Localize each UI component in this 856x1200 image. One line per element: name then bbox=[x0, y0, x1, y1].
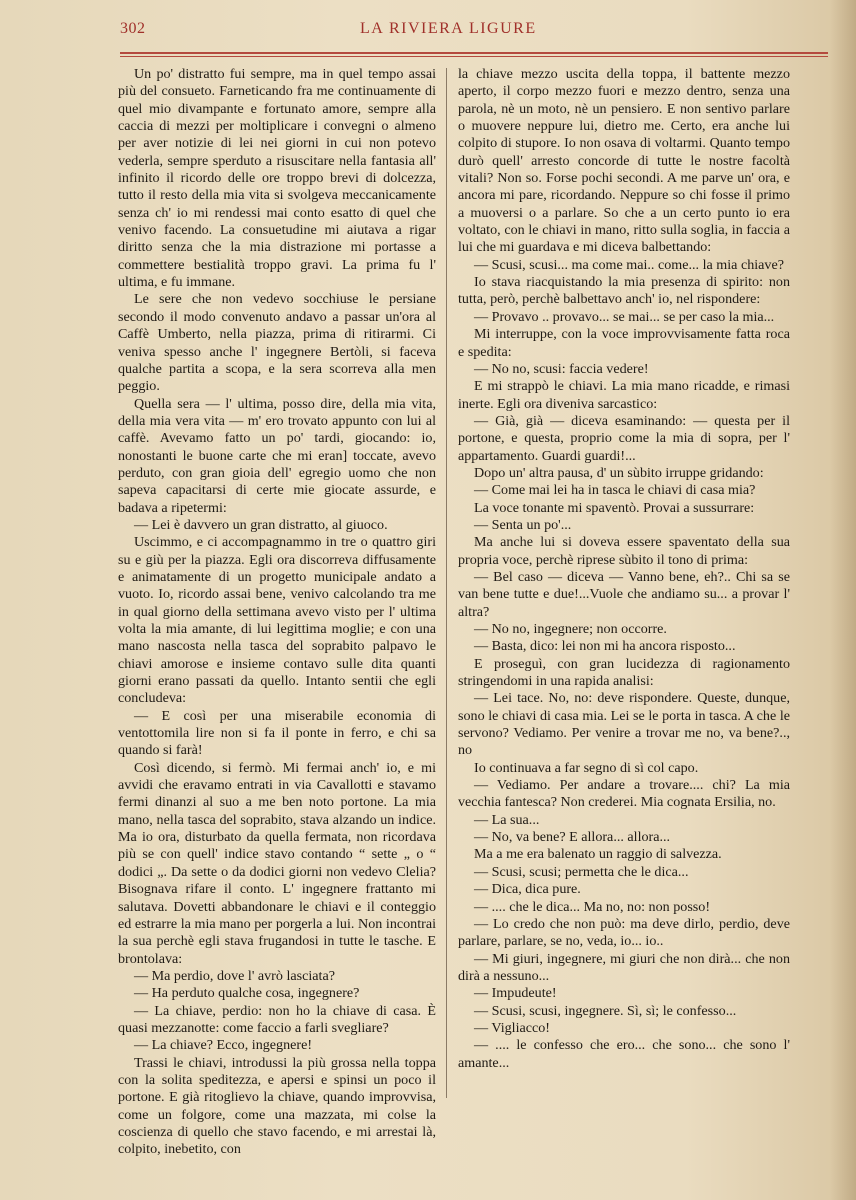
dialogue-line: — Bel caso — diceva — Vanno bene, eh?.. Chi sa se van bene tutte e due!...Vuole che andiamo su... a provar l' altra? bbox=[458, 568, 790, 620]
running-title: LA RIVIERA LIGURE bbox=[360, 20, 537, 37]
dialogue-line: — Basta, dico: lei non mi ha ancora risposto... bbox=[474, 638, 736, 655]
paragraph: Mi interruppe, con la voce improvvisamente fatta roca e spedita: bbox=[458, 326, 790, 360]
dialogue-line: — Senta un po'... bbox=[474, 516, 572, 533]
dialogue-line: — Come mai lei ha in tasca le chiavi di casa mia? bbox=[474, 482, 756, 499]
dialogue-line: — Scusi, scusi; permetta che le dica... bbox=[474, 863, 689, 880]
dialogue-line: — La chiave, perdio: non ho la chiave di casa. È quasi mezzanotte: come faccio a farli svegliare? bbox=[118, 1002, 436, 1036]
page-edge-shadow bbox=[830, 0, 856, 1200]
paragraph: Io continuava a far segno di sì col capo. bbox=[474, 759, 699, 776]
dialogue-line: — Dica, dica pure. bbox=[474, 881, 581, 898]
dialogue-line: — No no, scusi: faccia vedere! bbox=[474, 360, 649, 377]
header-rule-thin bbox=[120, 56, 828, 57]
paragraph: Un po' distratto fui sempre, ma in quel tempo assai più del consueto. Farneticando fra me continuamente di quel mio divampante e fortunato amore, sempre alla caccia di mezzi per moltiplicare i convegni o almeno per aver notizie di lei nei giorni in cui non potevo vederla, sempre sperduto a risuscitare nella fantasia all' infinito il ricordo delle ore troppo brevi di dolcezza, tutto il resto della mia vita si svolgeva meccanicamente senza ch' io mi rendessi mai conto esatto di quel che venivo facendo. La consuetudine mi aiutava a rigar diritto senza che la mia distrazione mi portasse a commettere bestialità troppo gravi. La prima fu l' ultima, e fu immane. bbox=[118, 66, 436, 291]
dialogue-line: — Scusi, scusi... ma come mai.. come... la mia chiave? bbox=[474, 256, 784, 273]
dialogue-line: — E così per una miserabile economia di ventottomila lire non si fa il ponte in ferro, e chi sa quando si farà! bbox=[118, 707, 436, 759]
paragraph: Trassi le chiavi, introdussi la più grossa nella toppa con la solita speditezza, e apersi e spinsi un poco il portone. E già ritoglievo la chiave, quando improvvisa, come un folgore, come una mazzata, mi colse la coscienza di quello che stavo facendo, e mi arrestai là, colpito, inebetito, con bbox=[118, 1054, 436, 1158]
paragraph: la chiave mezzo uscita della toppa, il battente mezzo aperto, il corpo mezzo fuori e mezzo dentro, senza una parola, nè un moto, nè un pensiero. E non sentivo parlare o muovere neppure lui, dietro me. Certo, era anche lui colpito di stupore. Io non osava di voltarmi. Quanto tempo durò quell' arresto concorde di tutte le nostre facoltà vitali? Non so. Forse pochi secondi. A me parve un' ora, e ancora mi pare, ricordando. Neppure so chi fosse il primo a muoversi o a parlare. So che a un certo punto io era voltato, con le chiavi in mano, ritto sulla soglia, in faccia a lui che mi guardava e mi diceva balbettando: bbox=[458, 66, 790, 256]
left-column bbox=[118, 66, 436, 1159]
paragraph: Quella sera — l' ultima, posso dire, della mia vita, della mia vera vita — m' ero trovato appunto con lui al caffè. Avevamo fatto un po' tardi, giocando: io, nonostanti le buone carte che mi eran] toccate, avevo perduto, con gran gioia dell' egregio uomo che non sapeva capacitarsi di certe mie giocate assurde, e badava a ripetermi: bbox=[118, 395, 436, 516]
dialogue-line: — Lei è davvero un gran distratto, al giuoco. bbox=[134, 516, 388, 533]
dialogue-line: — Impudeute! bbox=[474, 985, 557, 1002]
dialogue-line: — Già, già — diceva esaminando: — questa per il portone, e questa, proprio come la mia di sopra, per l' appartamento. Guardi guardi!... bbox=[458, 412, 790, 464]
dialogue-line: — Ma perdio, dove l' avrò lasciata? bbox=[134, 967, 335, 984]
dialogue-line: — Ha perduto qualche cosa, ingegnere? bbox=[134, 985, 360, 1002]
paragraph: Ma a me era balenato un raggio di salvezza. bbox=[474, 846, 722, 863]
paragraph: Dopo un' altra pausa, d' un sùbito irruppe gridando: bbox=[474, 464, 764, 481]
dialogue-line: — .... che le dica... Ma no, no: non posso! bbox=[474, 898, 711, 915]
dialogue-line: — Provavo .. provavo... se mai... se per caso la mia... bbox=[474, 308, 775, 325]
paragraph: Io stava riacquistando la mia presenza di spirito: non tutta, però, perchè balbettavo anch' io, nel rispondere: bbox=[458, 274, 790, 308]
dialogue-line: — .... le confesso che ero... che sono... che sono l' amante... bbox=[458, 1037, 790, 1071]
dialogue-line: — Lo credo che non può: ma deve dirlo, perdio, deve parlare, parlare, se no, veda, io... io.. bbox=[458, 915, 790, 950]
paragraph: Uscimmo, e ci accompagnammo in tre o quattro giri su e giù per la piazza. Egli ora discorreva diffusamente e animatamente di un progetto municipale andato a vuoto. Io, ricordo assai bene, venivo calcolando tra me in qual giorno della settimana avevo visto per l' ultima volta la mia amante, di lui legittima moglie; e con una mano nascosta nella tasca del soprabito palpavo le chiavi amorose e insieme contavo sulle dita quanti giorni erano passati da quello. Intanto sentii che egli concludeva: bbox=[118, 534, 436, 707]
column-divider bbox=[446, 68, 447, 1098]
paragraph: E proseguì, con gran lucidezza di ragionamento stringendomi in una rapida analisi: bbox=[458, 655, 790, 690]
dialogue-line: — Vigliacco! bbox=[474, 1019, 550, 1036]
dialogue-line: — La sua... bbox=[474, 811, 540, 828]
paragraph: La voce tonante mi spaventò. Provai a sussurrare: bbox=[474, 499, 755, 516]
paragraph: Le sere che non vedevo socchiuse le persiane secondo il modo convenuto andavo a passar un'ora al Caffè Umberto, nella piazza, prima di ritirarmi. Ci veniva spesso anche l' ingegnere Bertòli, si faceva qualche partita a scopa, e la sera scorreva alla men peggio. bbox=[118, 291, 436, 395]
dialogue-line: — No no, ingegnere; non occorre. bbox=[474, 621, 667, 637]
dialogue-line: — Scusi, scusi, ingegnere. Sì, sì; le confesso... bbox=[474, 1002, 737, 1019]
dialogue-line: — Lei tace. No, no: deve rispondere. Queste, dunque, sono le chiavi di casa mia. Lei se le porta in tasca. A che le servono? Vediamo. Per venire a trovar me no, va bene?.., no bbox=[458, 690, 790, 759]
paragraph: Ma anche lui si doveva essere spaventato della sua propria voce, perchè riprese sùbito il tono di prima: bbox=[458, 534, 790, 568]
dialogue-line: — La chiave? Ecco, ingegnere! bbox=[134, 1037, 313, 1054]
dialogue-line: — Mi giuri, ingegnere, mi giuri che non dirà... che non dirà a nessuno... bbox=[458, 950, 790, 984]
page-number: 302 bbox=[120, 20, 146, 37]
dialogue-line: — Vediamo. Per andare a trovare.... chi? La mia vecchia fantesca? Non crederei. Mia cognata Ersilia, no. bbox=[458, 777, 790, 811]
right-column bbox=[458, 66, 790, 1072]
paragraph: E mi strappò le chiavi. La mia mano ricadde, e rimasi inerte. Egli ora diveniva sarcastico: bbox=[458, 378, 790, 412]
dialogue-line: — No, va bene? E allora... allora... bbox=[474, 829, 671, 846]
paragraph: Così dicendo, si fermò. Mi fermai anch' io, e mi avvidi che eravamo entrati in via Cavallotti e stavamo fermi dinanzi al suo a me ben noto portone. La mia mano, nella tasca del soprabito, stava alzando un indice. Ma io ora, disturbato da quella fermata, non ricordava più se con quell' indice stavo contando “ sette „ o “ dodici „. Da sette o da dodici giorni non vedevo Clelia? Bisognava rifare il conto. L' ingegnere frattanto mi salutava. Dovetti abbandonare le chiavi e il conteggio ed estrarre la mia mano per porgerla a lui. Non incontrai la sua perchè egli stava frugandosi in tutte le tasche. E brontolava: bbox=[118, 759, 436, 967]
page-header bbox=[120, 20, 820, 42]
header-rule bbox=[120, 52, 828, 54]
